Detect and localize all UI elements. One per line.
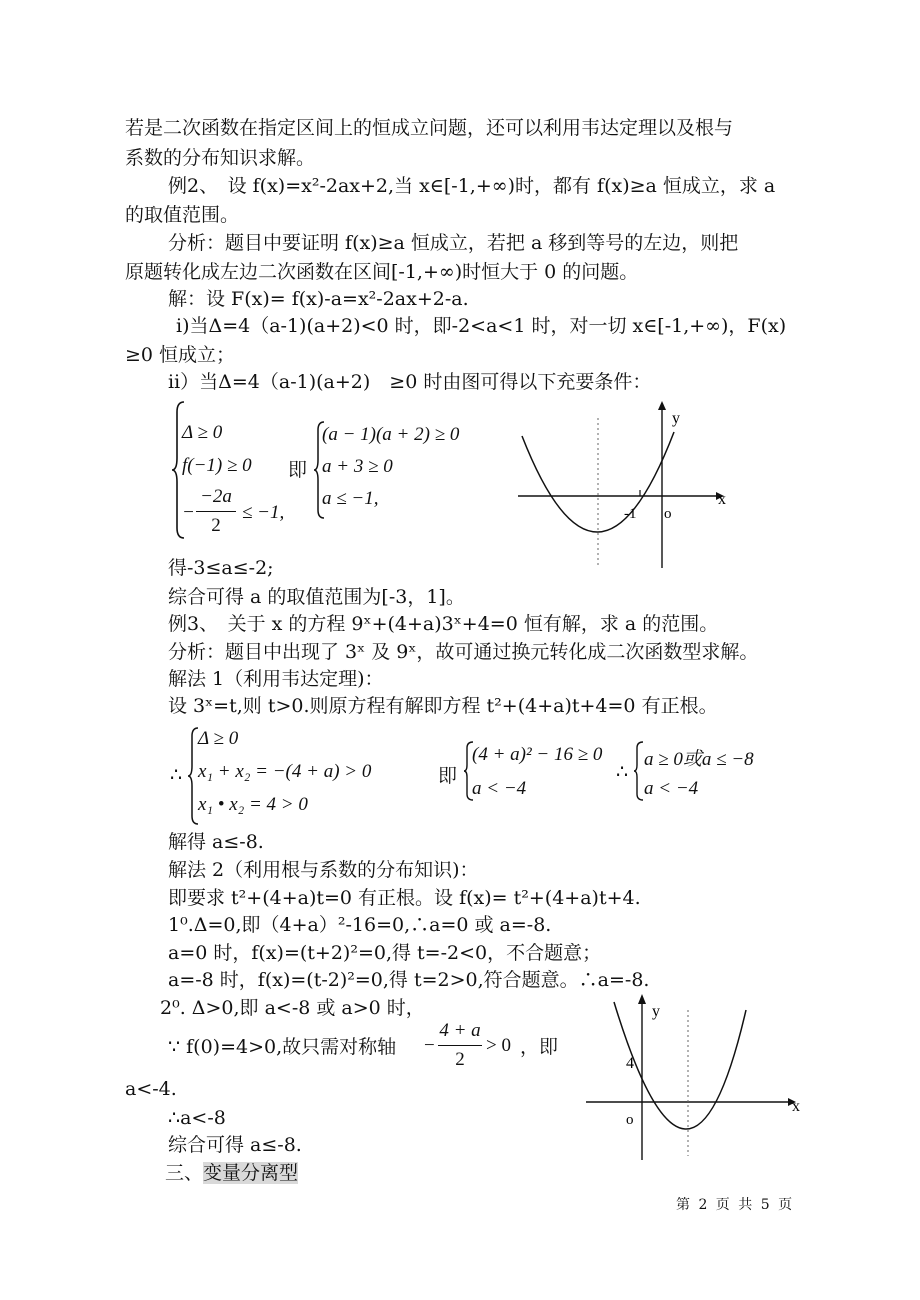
symmetry-axis-fraction xyxy=(424,1020,520,1074)
frac-bar xyxy=(196,511,236,512)
text-line: ⅱ）当Δ=4（a-1)(a+2) ≥0 时由图可得以下充要条件： xyxy=(168,371,652,393)
eq2-sum: x₁ + x₂ = −(4 + a) > 0 xyxy=(198,761,372,782)
text-line: 分析：题目中要证明 f(x)≥a 恒成立，若把 a 移到等号的左边，则把 xyxy=(168,232,739,254)
frac-gt-zero: > 0 xyxy=(486,1035,511,1056)
text-line: 例3、 关于 x 的方程 9ˣ+(4+a)3ˣ+4=0 恒有解，求 a 的范围。 xyxy=(168,613,719,635)
text-line: ≥0 恒成立； xyxy=(125,344,236,366)
frac-bar xyxy=(438,1045,482,1046)
text-line: a=-8 时，f(x)=(t-2)²=0,得 t=2>0,符合题意。∴a=-8. xyxy=(168,969,650,991)
origin-label: o xyxy=(664,506,672,522)
parabola-graph-1 xyxy=(518,398,728,570)
eq-ji: 即 xyxy=(288,459,308,481)
text-line: a<-4. xyxy=(125,1078,177,1100)
eq-le-minus-one: ≤ −1, xyxy=(242,502,285,523)
therefore-symbol: ∴ xyxy=(170,765,183,786)
text-line: 解法 1（利用韦达定理)： xyxy=(168,668,384,690)
text-line: 解：设 F(x)= f(x)-a=x²-2ax+2-a. xyxy=(168,288,469,310)
highlighted-term: 变量分离型 xyxy=(203,1162,299,1184)
text-line: 综合可得 a≤-8. xyxy=(168,1134,302,1156)
eq2-delta: Δ ≥ 0 xyxy=(198,728,239,749)
x-axis-label: x xyxy=(792,1098,800,1115)
text-line: 综合可得 a 的取值范围为[-3，1]。 xyxy=(168,586,465,608)
tick-four: 4 xyxy=(626,1055,634,1072)
eq2-right-2: a < −4 xyxy=(644,778,699,799)
section-heading-text: 三、变量分离型 xyxy=(165,1162,299,1184)
y-axis-label: y xyxy=(672,410,680,427)
text-line: ⅰ)当Δ=4（a-1)(a+2)<0 时，即-2<a<1 时，对一切 x∈[-1,+∞)，F(x) xyxy=(176,315,787,337)
section-heading xyxy=(165,1161,298,1185)
origin-label: o xyxy=(626,1112,634,1128)
x-axis-label: x xyxy=(718,491,726,508)
eq-frac-num: −2a xyxy=(200,486,232,507)
text-line: 例2、 设 f(x)=x²-2ax+2,当 x∈[-1,+∞)时，都有 f(x)≥a 恒成立，求 a xyxy=(168,175,776,197)
frac-neg-sign: − xyxy=(424,1035,435,1056)
eq2-mid-2: a < −4 xyxy=(472,778,527,799)
text-line: 若是二次函数在指定区间上的恒成立问题，还可以利用韦达定理以及根与 xyxy=(125,117,734,139)
eq2-product: x₁ • x₂ = 4 > 0 xyxy=(198,794,308,815)
eq-r1: (a − 1)(a + 2) ≥ 0 xyxy=(322,424,460,445)
text-line: 解得 a≤-8. xyxy=(168,831,264,853)
text-line: 原题转化成左边二次函数在区间[-1,+∞)时恒大于 0 的问题。 xyxy=(125,261,639,283)
eq2-mid-1: (4 + a)² − 16 ≥ 0 xyxy=(472,744,603,765)
text-line: 分析：题目中出现了 3ˣ 及 9ˣ，故可通过换元转化成二次函数型求解。 xyxy=(168,641,759,663)
eq-r3: a ≤ −1, xyxy=(322,488,379,509)
tick-minus-one: -1 xyxy=(624,506,637,522)
page-footer: 第 2 页 共 5 页 xyxy=(676,1197,795,1213)
text-line: a=0 时，f(x)=(t+2)²=0,得 t=-2<0，不合题意； xyxy=(168,942,602,964)
equation-system-1 xyxy=(170,400,490,550)
eq2-right-1: a ≥ 0或a ≤ −8 xyxy=(644,749,754,770)
text-line: ∴a<-8 xyxy=(168,1107,226,1129)
parabola-graph-2 xyxy=(586,990,808,1162)
eq-neg-sign: − xyxy=(182,502,195,523)
text-line: 2⁰. Δ>0,即 a<-8 或 a>0 时， xyxy=(160,997,425,1019)
y-axis-label: y xyxy=(652,1003,660,1020)
eq2-ji: 即 xyxy=(438,765,458,787)
text-line: 1⁰.Δ=0,即（4+a）²-16=0,∴a=0 或 a=-8. xyxy=(168,914,552,936)
text-line: 解法 2（利用根与系数的分布知识)： xyxy=(168,859,479,881)
text-line: 系数的分布知识求解。 xyxy=(125,147,316,169)
text-line: 即要求 t²+(4+a)t=0 有正根。设 f(x)= t²+(4+a)t+4. xyxy=(168,887,641,909)
text-line: ∵ f(0)=4>0,故只需对称轴 xyxy=(168,1036,397,1058)
eq-delta: Δ ≥ 0 xyxy=(182,422,223,443)
frac-den: 2 xyxy=(455,1049,465,1070)
therefore-symbol-2: ∴ xyxy=(616,762,629,783)
text-line: ，即 xyxy=(520,1036,559,1058)
eq-frac-den: 2 xyxy=(211,515,221,536)
eq-f-minus-one: f(−1) ≥ 0 xyxy=(182,455,252,476)
equation-system-2 xyxy=(170,724,790,828)
eq-r2: a + 3 ≥ 0 xyxy=(322,456,393,477)
frac-num: 4 + a xyxy=(439,1020,481,1041)
text-line: 的取值范围。 xyxy=(125,204,240,226)
text-line: 得-3≤a≤-2; xyxy=(168,557,274,579)
text-line: 设 3ˣ=t,则 t>0.则原方程有解即方程 t²+(4+a)t+4=0 有正根。 xyxy=(168,695,718,717)
